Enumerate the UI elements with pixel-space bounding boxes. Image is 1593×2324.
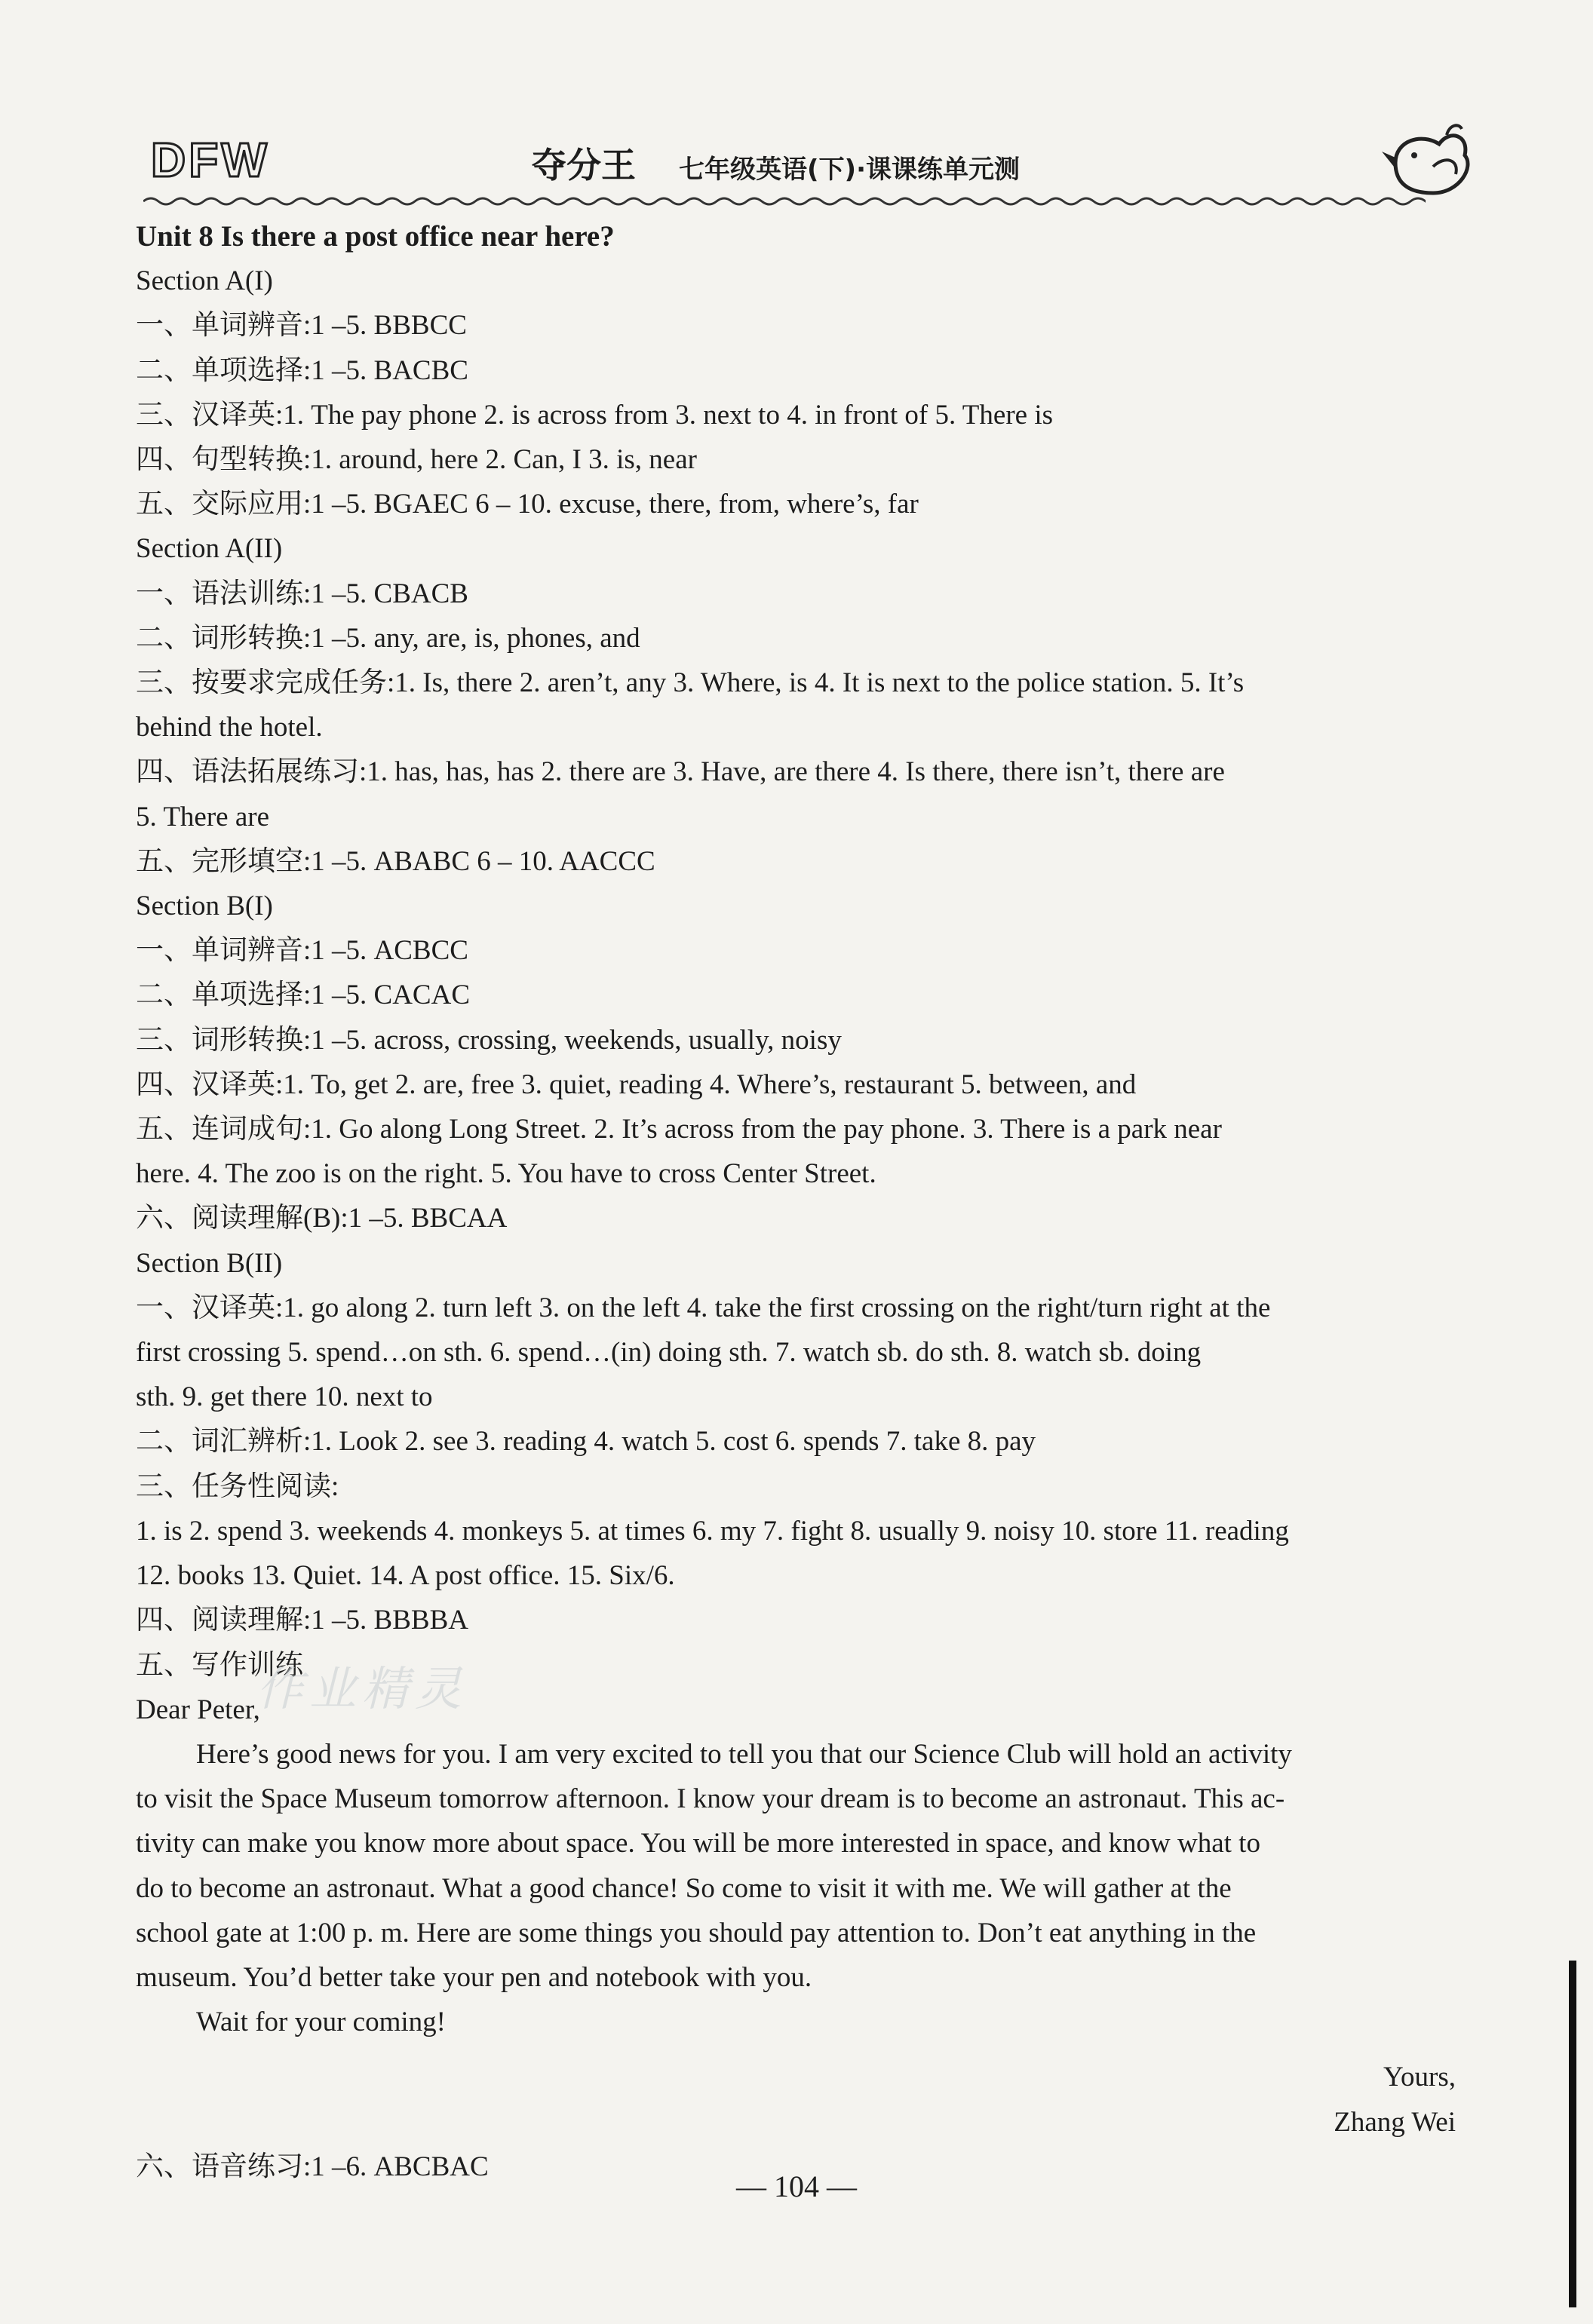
letter-signature: Zhang Wei <box>1334 2106 1456 2138</box>
answer-line: behind the hotel. <box>136 712 323 743</box>
letter-signoff: Yours, <box>1383 2062 1456 2093</box>
answer-line: 二、单项选择:1 –5. BACBC <box>136 354 468 386</box>
letter-line: Here’s good news for you. I am very excited to tell you that our Science Club will hold an activity <box>196 1738 1292 1770</box>
answer-line: 五、写作训练 <box>136 1649 303 1681</box>
answer-line: first crossing 5. spend…on sth. 6. spend…(in) doing sth. 7. watch sb. do sth. 8. watch sb. doing <box>136 1337 1202 1369</box>
answer-line: 三、汉译英:1. The pay phone 2. is across from 3. next to 4. in front of 5. There is <box>136 399 1053 431</box>
answer-line: 三、任务性阅读: <box>136 1470 339 1502</box>
answer-line: 四、句型转换:1. around, here 2. Can, I 3. is, near <box>136 444 697 476</box>
bird-icon <box>1380 121 1478 204</box>
answer-line: 五、完形填空:1 –5. ABABC 6 – 10. AACCC <box>136 845 655 877</box>
unit-title: Unit 8 Is there a post office near here? <box>136 220 615 253</box>
answer-line: here. 4. The zoo is on the right. 5. You have to cross Center Street. <box>136 1158 876 1190</box>
dfw-logo: DFW <box>151 133 270 187</box>
letter-greeting: Dear Peter, <box>136 1694 260 1725</box>
answer-line: 二、词形转换:1 –5. any, are, is, phones, and <box>136 622 640 654</box>
answer-line: 三、按要求完成任务:1. Is, there 2. aren’t, any 3. Where, is 4. It is next to the police station. 5. It’s <box>136 667 1245 699</box>
answer-line: 四、阅读理解:1 –5. BBBBA <box>136 1605 468 1636</box>
answer-line: 1. is 2. spend 3. weekends 4. monkeys 5. at times 6. my 7. fight 8. usually 9. noisy 10. store 11. reading <box>136 1515 1289 1547</box>
answer-line: 三、词形转换:1 –5. across, crossing, weekends, usually, noisy <box>136 1024 842 1056</box>
answer-line: 5. There are <box>136 801 270 832</box>
answer-line: Section A(II) <box>136 533 283 565</box>
answer-line: 一、汉译英:1. go along 2. turn left 3. on the left 4. take the first crossing on the right/turn right at the <box>136 1292 1271 1323</box>
spacer <box>136 2044 1475 2055</box>
letter-line: tivity can make you know more about space. You will be more interested in space, and know what to <box>136 1828 1260 1860</box>
book-brand-title: 夺分王 <box>532 145 636 185</box>
answer-line: 一、语法训练:1 –5. CBACB <box>136 578 468 609</box>
letter-line: Wait for your coming! <box>196 2007 446 2038</box>
answer-line: sth. 9. get there 10. next to <box>136 1381 433 1413</box>
header-wavy-rule <box>143 194 1426 209</box>
answer-line: 四、语法拓展练习:1. has, has, has 2. there are 3. Have, are there 4. Is there, there isn’t, there are <box>136 756 1225 788</box>
letter-line: to visit the Space Museum tomorrow afternoon. I know your dream is to become an astronaut. This ac- <box>136 1783 1285 1815</box>
letter-line: museum. You’d better take your pen and notebook with you. <box>136 1961 812 1993</box>
answer-line: 六、阅读理解(B):1 –5. BBCAA <box>136 1203 508 1234</box>
letter-line: school gate at 1:00 p. m. Here are some things you should pay attention to. Don’t eat anything in the <box>136 1917 1257 1948</box>
answer-line: 六、语音练习:1 –6. ABCBAC <box>136 2151 489 2182</box>
answer-line: 二、词汇辨析:1. Look 2. see 3. reading 4. watch 5. cost 6. spends 7. take 8. pay <box>136 1426 1036 1458</box>
page-header <box>143 124 1478 215</box>
answer-content <box>136 214 1475 2189</box>
answer-line: 12. books 13. Quiet. 14. A post office. 15. Six/6. <box>136 1560 675 1592</box>
answer-line: 一、单词辨音:1 –5. BBBCC <box>136 310 467 342</box>
watermark: 作业精灵 <box>256 1661 468 1716</box>
answer-line: 五、连词成句:1. Go along Long Street. 2. It’s across from the pay phone. 3. There is a park near <box>136 1114 1222 1145</box>
scan-edge-shadow <box>1569 1961 1576 2307</box>
answer-line: 二、单项选择:1 –5. CACAC <box>136 980 471 1011</box>
letter-line: do to become an astronaut. What a good chance! So come to visit it with me. We will gather at the <box>136 1872 1232 1904</box>
answer-line: 四、汉译英:1. To, get 2. are, free 3. quiet, reading 4. Where’s, restaurant 5. between, and <box>136 1068 1137 1100</box>
answer-line: Section A(I) <box>136 265 273 297</box>
answer-line: 一、单词辨音:1 –5. ACBCC <box>136 935 468 967</box>
answer-line: Section B(II) <box>136 1247 283 1279</box>
book-subtitle: 七年级英语(下)·课课练单元测 <box>679 155 1020 185</box>
page-number: — 104 — <box>736 2169 857 2203</box>
answer-line: 五、交际应用:1 –5. BGAEC 6 – 10. excuse, there, from, where’s, far <box>136 489 919 520</box>
answer-line: Section B(I) <box>136 891 273 922</box>
